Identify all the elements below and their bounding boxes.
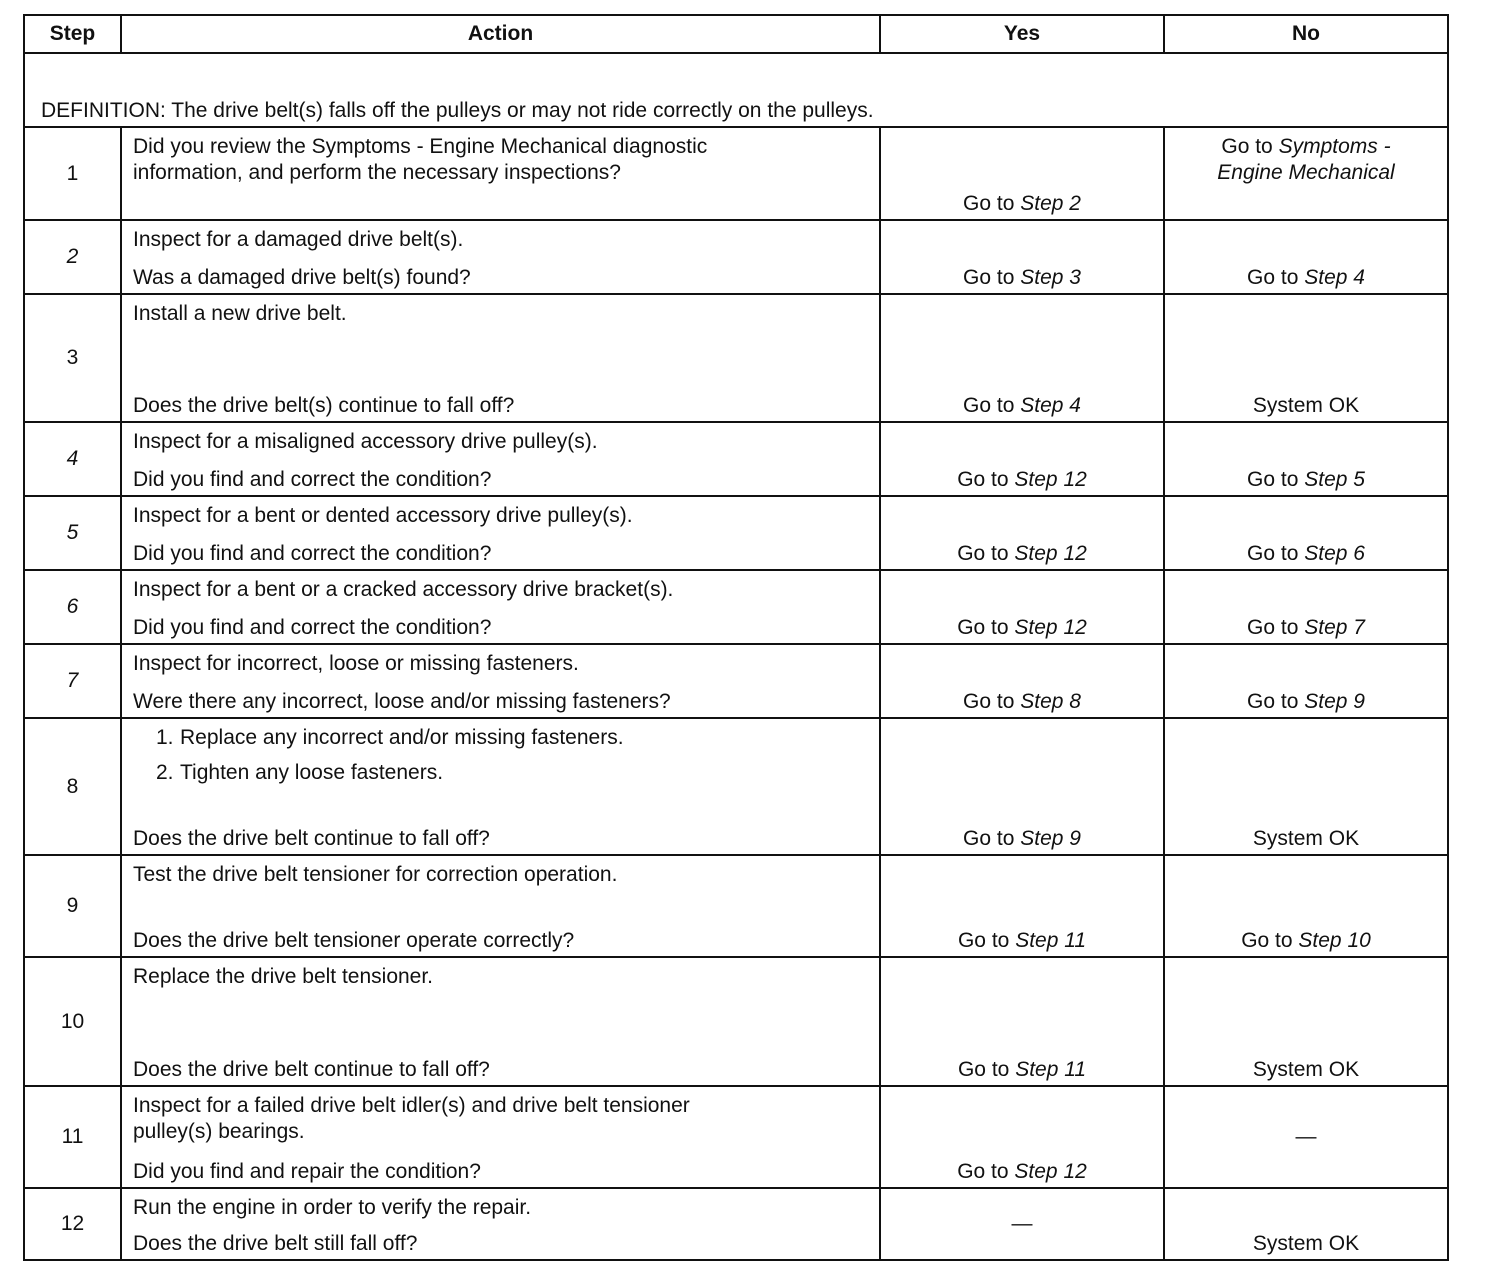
action-question: Does the drive belt tensioner operate correctly? [133,929,575,952]
action-cell [121,127,880,220]
step-row-4 [24,422,1448,496]
step-number: 4 [24,422,121,496]
action-question: Was a damaged drive belt(s) found? [133,266,471,289]
step-number: 12 [24,1188,121,1260]
no-result: System OK [1252,1232,1360,1255]
definition-cell [24,53,1448,127]
no-cell [1164,957,1448,1086]
action-question: Does the drive belt(s) continue to fall off? [133,394,515,417]
action-line: Inspect for a misaligned accessory drive pulley(s). [133,430,598,453]
yes-goto: Go to Step 12 [957,616,1087,639]
step-number: 11 [24,1086,121,1188]
yes-cell [880,294,1164,422]
action-line: Inspect for a failed drive belt idler(s) and drive belt tensioner [133,1094,690,1117]
step-number: 1 [24,127,121,220]
action-question: Did you find and correct the condition? [133,616,492,639]
action-question: Does the drive belt continue to fall off? [133,827,490,850]
no-dash: — [1295,1125,1317,1148]
action-question: Did you find and correct the condition? [133,542,492,565]
no-cell [1164,718,1448,855]
yes-goto: Go to Step 8 [963,690,1081,713]
yes-cell [880,422,1164,496]
action-cell [121,1188,880,1260]
action-question: Does the drive belt continue to fall off? [133,1058,490,1081]
yes-cell [880,718,1164,855]
yes-cell [880,220,1164,294]
yes-cell [880,644,1164,718]
yes-goto: Go to Step 11 [957,929,1087,952]
no-result: System OK [1252,827,1360,850]
no-goto: Go to Step 7 [1247,616,1365,639]
action-cell [121,570,880,644]
no-goto: Go to Step 10 [1241,929,1371,952]
no-goto: Go to Symptoms - Engine Mechanical [1217,135,1395,184]
yes-goto: Go to Step 11 [957,1058,1087,1081]
yes-dash: — [1011,1212,1033,1235]
yes-cell [880,570,1164,644]
no-cell [1164,1086,1448,1188]
step-row-1 [24,127,1448,220]
action-cell [121,644,880,718]
step-row-7 [24,644,1448,718]
step-row-6 [24,570,1448,644]
yes-goto: Go to Step 12 [957,468,1087,491]
diagnostic-table [23,14,1449,1261]
action-line: pulley(s) bearings. [133,1120,305,1143]
no-cell [1164,127,1448,220]
step-number: 8 [24,718,121,855]
step-row-10 [24,957,1448,1086]
yes-goto: Go to Step 3 [963,266,1081,289]
header-row [24,15,1448,53]
no-cell [1164,1188,1448,1260]
step-number: 5 [24,496,121,570]
no-result: System OK [1252,394,1360,417]
action-cell [121,294,880,422]
no-goto: Go to Step 4 [1247,266,1365,289]
yes-cell [880,957,1164,1086]
action-cell [121,496,880,570]
yes-goto: Go to Step 12 [957,1160,1087,1183]
action-line: Run the engine in order to verify the repair. [133,1196,532,1219]
step-row-2 [24,220,1448,294]
yes-cell [880,496,1164,570]
action-question: Does the drive belt still fall off? [133,1232,418,1255]
step-number: 10 [24,957,121,1086]
action-cell [121,220,880,294]
action-cell [121,422,880,496]
action-line: information, and perform the necessary inspections? [133,161,621,184]
step-number: 6 [24,570,121,644]
step-number: 9 [24,855,121,957]
yes-cell [880,855,1164,957]
definition-text: DEFINITION: The drive belt(s) falls off the pulleys or may not ride correctly on the pulleys. [41,99,874,122]
no-cell [1164,644,1448,718]
header-yes: Yes [880,15,1164,53]
step-row-3 [24,294,1448,422]
action-cell [121,718,880,855]
action-line: Inspect for incorrect, loose or missing fasteners. [133,652,579,675]
step-row-8 [24,718,1448,855]
yes-goto: Go to Step 2 [963,192,1081,215]
yes-cell [880,1188,1164,1260]
step-number: 7 [24,644,121,718]
action-question: Did you find and correct the condition? [133,468,492,491]
yes-cell [880,1086,1164,1188]
no-cell [1164,855,1448,957]
step-number: 3 [24,294,121,422]
action-line: Replace the drive belt tensioner. [133,965,434,988]
step-row-9 [24,855,1448,957]
definition-row [24,53,1448,127]
step-row-5 [24,496,1448,570]
action-line: Inspect for a bent or a cracked accessory drive bracket(s). [133,578,674,601]
action-question: Were there any incorrect, loose and/or missing fasteners? [133,690,671,713]
step-row-11 [24,1086,1448,1188]
yes-goto: Go to Step 4 [963,394,1081,417]
action-cell [121,1086,880,1188]
yes-cell [880,127,1164,220]
list-item: 1. Replace any incorrect and/or missing fasteners. [156,726,624,749]
action-cell [121,957,880,1086]
step-number: 2 [24,220,121,294]
action-line: Test the drive belt tensioner for correction operation. [133,863,618,886]
yes-goto: Go to Step 12 [957,542,1087,565]
no-goto: Go to Step 9 [1247,690,1365,713]
no-cell [1164,220,1448,294]
no-cell [1164,294,1448,422]
action-line: Inspect for a damaged drive belt(s). [133,228,464,251]
no-cell [1164,570,1448,644]
action-line: Did you review the Symptoms - Engine Mechanical diagnostic [133,135,708,158]
header-action: Action [121,15,880,53]
action-line: Inspect for a bent or dented accessory drive pulley(s). [133,504,633,527]
no-goto: Go to Step 5 [1247,468,1365,491]
no-cell [1164,422,1448,496]
step-row-12 [24,1188,1448,1260]
header-no: No [1164,15,1448,53]
action-cell [121,855,880,957]
yes-goto: Go to Step 9 [963,827,1081,850]
list-item: 2. Tighten any loose fasteners. [156,761,444,784]
action-question: Did you find and repair the condition? [133,1160,481,1183]
action-line: Install a new drive belt. [133,302,347,325]
no-goto: Go to Step 6 [1247,542,1365,565]
no-result: System OK [1252,1058,1360,1081]
no-cell [1164,496,1448,570]
header-step: Step [24,15,121,53]
